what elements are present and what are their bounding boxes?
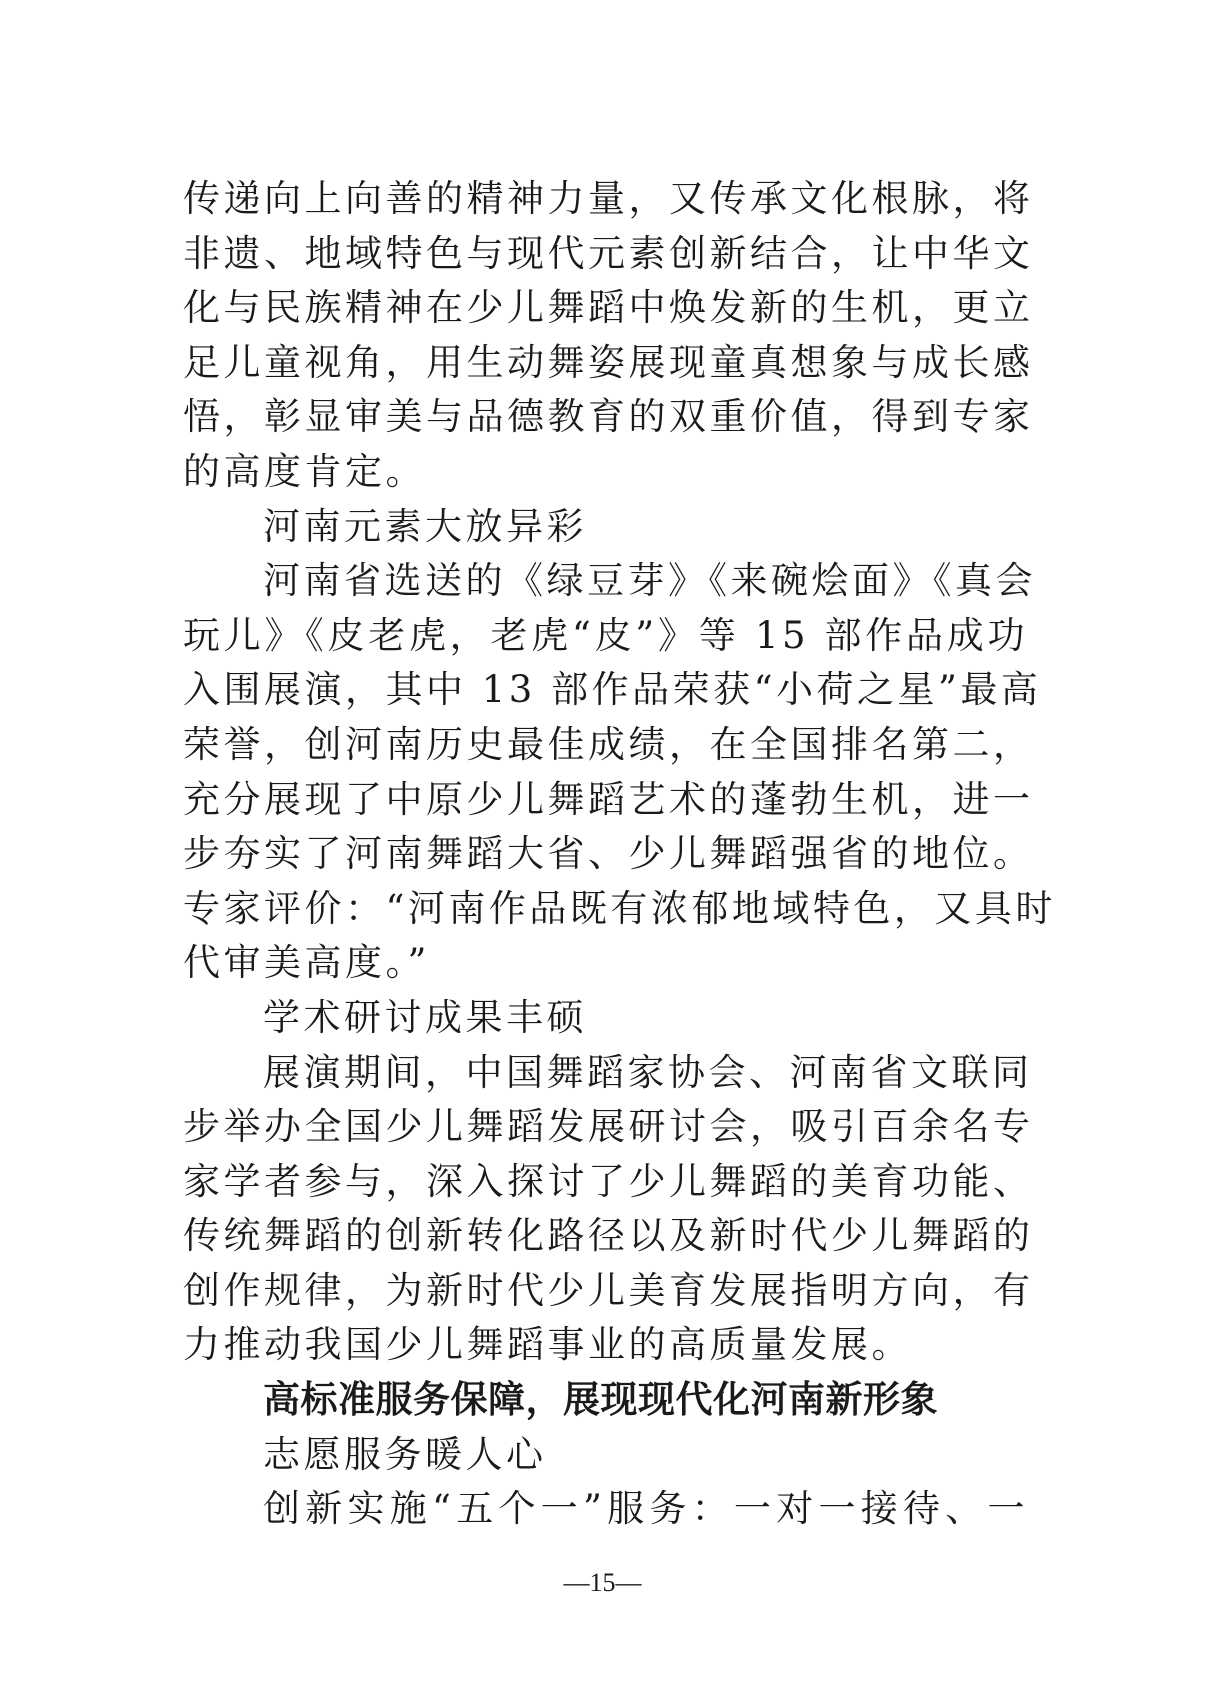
text-line: 玩儿》《皮老虎，老虎“皮”》等 15 部作品成功: [183, 613, 1028, 657]
page-number: —15—: [563, 1568, 642, 1597]
text-line: 步举办全国少儿舞蹈发展研讨会，吸引百余名专: [183, 1105, 1034, 1149]
text-line: 步夯实了河南舞蹈大省、少儿舞蹈强省的地位。: [183, 832, 1034, 876]
text-line: 荣誉，创河南历史最佳成绩，在全国排名第二，: [183, 722, 1034, 766]
text-line: 入围展演，其中 13 部作品荣获“小荷之星”最高: [183, 668, 1042, 712]
text-line: 专家评价：“河南作品既有浓郁地域特色，又具时: [183, 886, 1056, 930]
subheading-volunteer-service: 志愿服务暖人心: [263, 1432, 547, 1476]
text-line: 创新实施“五个一”服务：一对一接待、一: [263, 1487, 1028, 1531]
text-line: 展演期间，中国舞蹈家协会、河南省文联同: [263, 1050, 1033, 1094]
section-heading: 高标准服务保障，展现现代化河南新形象: [263, 1378, 938, 1422]
subheading-henan-elements: 河南元素大放异彩: [263, 504, 587, 548]
text-line: 代审美高度。”: [183, 941, 430, 985]
text-line: 化与民族精神在少儿舞蹈中焕发新的生机，更立: [183, 286, 1034, 330]
text-line: 创作规律，为新时代少儿美育发展指明方向，有: [183, 1268, 1034, 1312]
text-line: 传递向上向善的精神力量，又传承文化根脉，将: [183, 177, 1034, 220]
page-content: [183, 172, 1056, 1537]
text-line: 河南省选送的《绿豆芽》《来碗烩面》《真会: [263, 559, 1036, 603]
subheading-academic-seminar: 学术研讨成果丰硕: [263, 995, 587, 1039]
text-line: 传统舞蹈的创新转化路径以及新时代少儿舞蹈的: [183, 1214, 1034, 1258]
text-line: 悟，彰显审美与品德教育的双重价值，得到专家: [183, 395, 1034, 439]
text-line: 充分展现了中原少儿舞蹈艺术的蓬勃生机，进一: [183, 777, 1034, 821]
text-line: 家学者参与，深入探讨了少儿舞蹈的美育功能、: [183, 1159, 1034, 1203]
text-line: 的高度肯定。: [183, 449, 426, 493]
text-line: 足儿童视角，用生动舞姿展现童真想象与成长感: [183, 340, 1034, 384]
text-line: 非遗、地域特色与现代元素创新结合，让中华文: [183, 231, 1034, 275]
text-line: 力推动我国少儿舞蹈事业的高质量发展。: [183, 1323, 912, 1367]
